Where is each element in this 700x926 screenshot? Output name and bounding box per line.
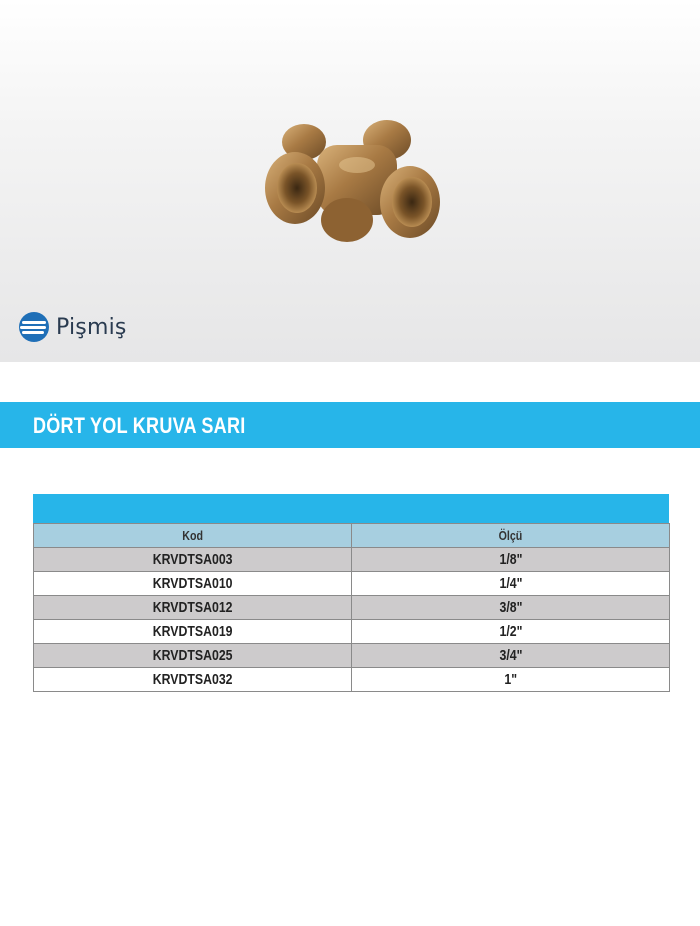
column-header-kod: Kod — [34, 524, 352, 548]
hero-banner — [0, 0, 700, 362]
kod-cell: KRVDTSA019 — [34, 620, 352, 644]
kod-cell: KRVDTSA025 — [34, 644, 352, 668]
spec-table — [33, 523, 670, 692]
kod-cell: KRVDTSA003 — [34, 548, 352, 572]
table-row — [34, 596, 670, 620]
table-header-row — [34, 524, 670, 548]
product-title: DÖRT YOL KRUVA SARI — [33, 413, 246, 438]
table-row — [34, 644, 670, 668]
table-row — [34, 572, 670, 596]
table-row — [34, 620, 670, 644]
table-row — [34, 548, 670, 572]
kod-cell: KRVDTSA010 — [34, 572, 352, 596]
kod-cell: KRVDTSA032 — [34, 668, 352, 692]
brand-name: Pişmiş — [56, 314, 127, 340]
brass-cross-fitting-image — [262, 110, 442, 255]
olcu-cell: 1/4" — [352, 572, 670, 596]
olcu-cell: 1" — [352, 668, 670, 692]
product-title-band — [0, 402, 700, 448]
product-spec-table — [33, 494, 669, 692]
olcu-cell: 3/4" — [352, 644, 670, 668]
olcu-cell: 1/8" — [352, 548, 670, 572]
olcu-cell: 3/8" — [352, 596, 670, 620]
pismis-logo-icon — [18, 311, 50, 343]
brand-logo — [18, 311, 127, 343]
olcu-cell: 1/2" — [352, 620, 670, 644]
table-header-bar — [33, 494, 669, 523]
kod-cell: KRVDTSA012 — [34, 596, 352, 620]
column-header-olcu: Ölçü — [352, 524, 670, 548]
table-row — [34, 668, 670, 692]
